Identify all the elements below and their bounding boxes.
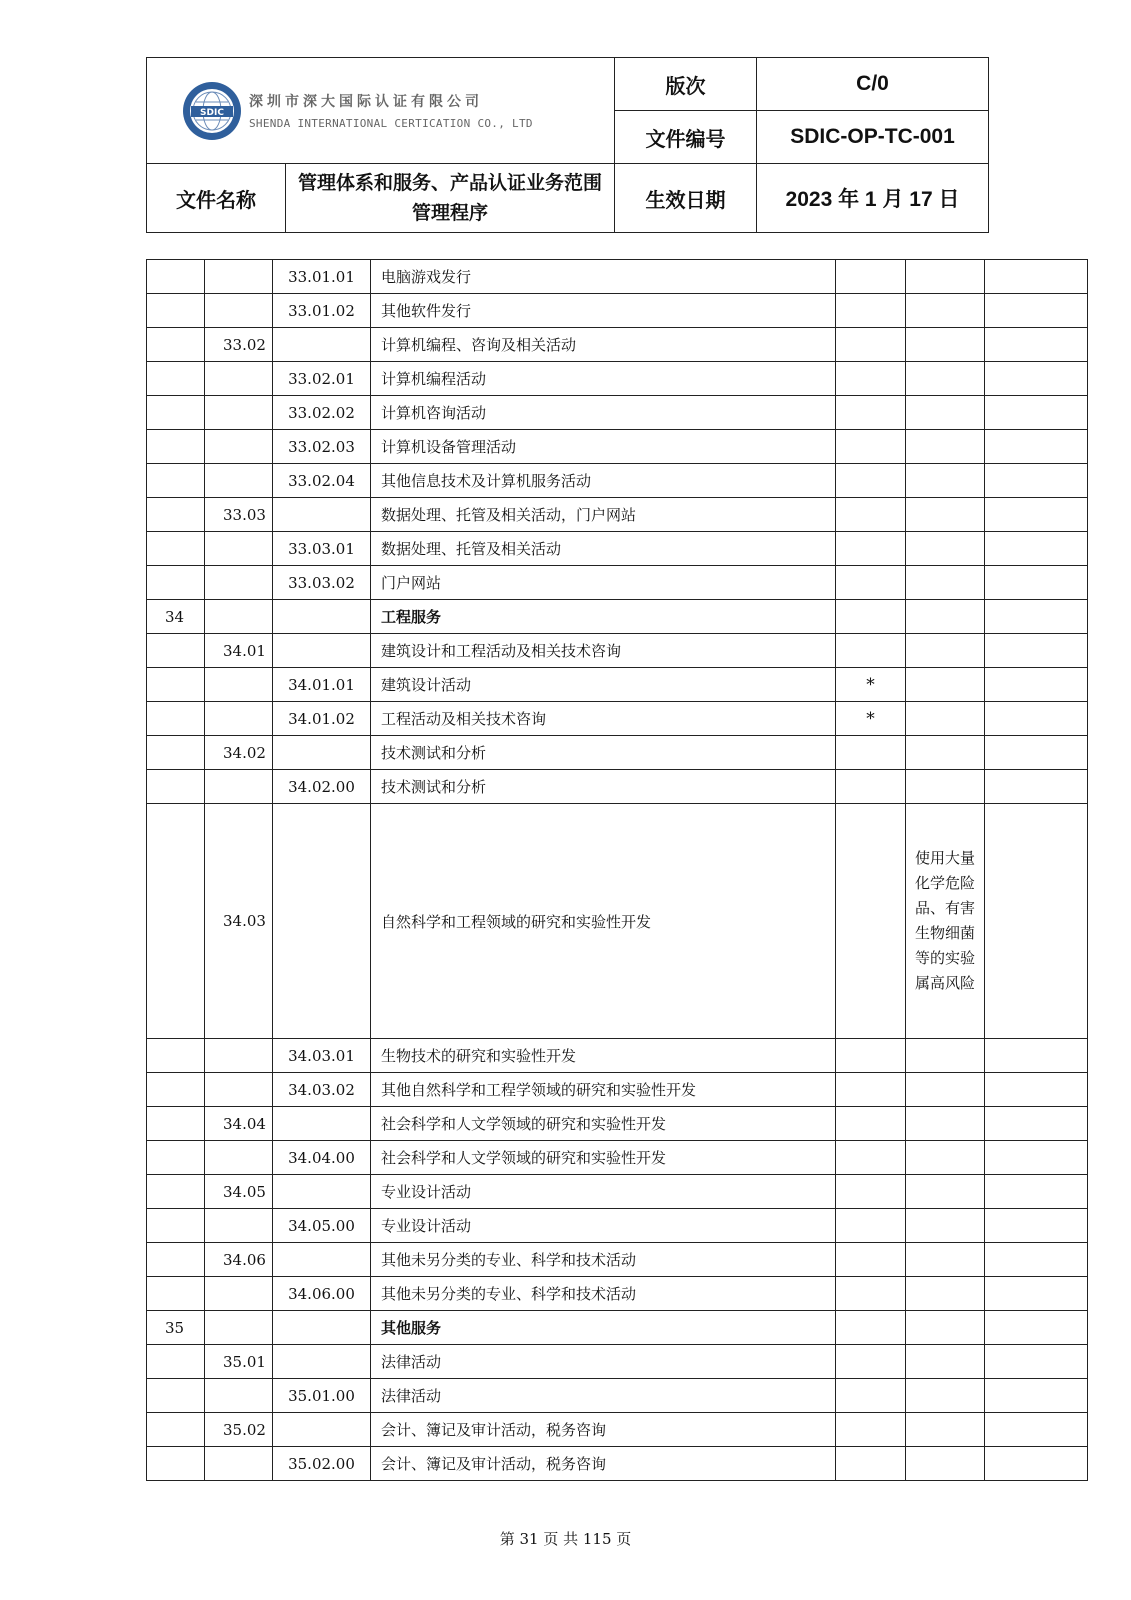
category-code-cell: [147, 804, 205, 1039]
table-row: [147, 532, 1088, 566]
item-code-cell: 35.01.00: [273, 1379, 371, 1413]
subcategory-code-cell: [205, 1073, 273, 1107]
item-code-cell: 34.03.01: [273, 1039, 371, 1073]
description-cell: 专业设计活动: [371, 1209, 836, 1243]
note-cell: [906, 1243, 985, 1277]
note-cell: [906, 396, 985, 430]
subcategory-code-cell: 34.02: [205, 736, 273, 770]
extra-cell: [985, 1141, 1088, 1175]
table-row: [147, 736, 1088, 770]
extra-cell: [985, 294, 1088, 328]
version-value: C/0: [757, 58, 989, 111]
subcategory-code-cell: [205, 532, 273, 566]
file-name-label: 文件名称: [147, 164, 286, 233]
item-code-cell: [273, 804, 371, 1039]
table-row: [147, 430, 1088, 464]
subcategory-code-cell: [205, 668, 273, 702]
table-row: [147, 1243, 1088, 1277]
extra-cell: [985, 1073, 1088, 1107]
category-code-cell: [147, 498, 205, 532]
description-cell: 数据处理、托管及相关活动，门户网站: [371, 498, 836, 532]
item-code-cell: [273, 1107, 371, 1141]
subcategory-code-cell: [205, 430, 273, 464]
item-code-cell: [273, 328, 371, 362]
company-name-en: SHENDA INTERNATIONAL CERTICATION CO., LTD: [249, 117, 533, 130]
item-code-cell: 33.01.02: [273, 294, 371, 328]
mark-cell: [836, 634, 906, 668]
table-row: [147, 1039, 1088, 1073]
table-row: [147, 634, 1088, 668]
description-cell: 社会科学和人文学领域的研究和实验性开发: [371, 1141, 836, 1175]
mark-cell: *: [836, 702, 906, 736]
extra-cell: [985, 702, 1088, 736]
description-cell: 法律活动: [371, 1345, 836, 1379]
item-code-cell: 33.01.01: [273, 260, 371, 294]
description-cell: 计算机设备管理活动: [371, 430, 836, 464]
item-code-cell: 33.02.02: [273, 396, 371, 430]
category-code-cell: [147, 1345, 205, 1379]
description-cell: 其他自然科学和工程学领域的研究和实验性开发: [371, 1073, 836, 1107]
table-row: [147, 498, 1088, 532]
category-code-cell: [147, 1141, 205, 1175]
table-row: [147, 260, 1088, 294]
mark-cell: [836, 770, 906, 804]
note-cell: [906, 1107, 985, 1141]
mark-cell: [836, 396, 906, 430]
table-row: [147, 328, 1088, 362]
note-cell: [906, 464, 985, 498]
description-cell: 数据处理、托管及相关活动: [371, 532, 836, 566]
category-code-cell: [147, 464, 205, 498]
subcategory-code-cell: [205, 1447, 273, 1481]
note-cell: [906, 1073, 985, 1107]
mark-cell: [836, 294, 906, 328]
extra-cell: [985, 566, 1088, 600]
description-cell: 其他未另分类的专业、科学和技术活动: [371, 1243, 836, 1277]
item-code-cell: [273, 1175, 371, 1209]
item-code-cell: 33.02.04: [273, 464, 371, 498]
extra-cell: [985, 396, 1088, 430]
subcategory-code-cell: [205, 702, 273, 736]
note-cell: [906, 362, 985, 396]
category-code-cell: [147, 260, 205, 294]
description-cell: 其他软件发行: [371, 294, 836, 328]
category-code-cell: [147, 1107, 205, 1141]
note-cell: [906, 1175, 985, 1209]
extra-cell: [985, 1379, 1088, 1413]
note-cell: [906, 566, 985, 600]
table-row: [147, 396, 1088, 430]
extra-cell: [985, 1175, 1088, 1209]
doc-no-label: 文件编号: [615, 111, 757, 164]
table-row: [147, 1073, 1088, 1107]
note-cell: [906, 1311, 985, 1345]
scope-table-body: [147, 260, 1088, 1481]
description-cell: 其他未另分类的专业、科学和技术活动: [371, 1277, 836, 1311]
description-cell: 生物技术的研究和实验性开发: [371, 1039, 836, 1073]
mark-cell: [836, 1277, 906, 1311]
note-cell: [906, 328, 985, 362]
effective-date-label: 生效日期: [615, 164, 757, 233]
item-code-cell: [273, 1243, 371, 1277]
note-cell: [906, 1141, 985, 1175]
description-cell: 社会科学和人文学领域的研究和实验性开发: [371, 1107, 836, 1141]
item-code-cell: 35.02.00: [273, 1447, 371, 1481]
category-code-cell: 34: [147, 600, 205, 634]
table-row: [147, 362, 1088, 396]
category-code-cell: [147, 668, 205, 702]
mark-cell: [836, 804, 906, 1039]
item-code-cell: 34.01.01: [273, 668, 371, 702]
description-cell: 自然科学和工程领域的研究和实验性开发: [371, 804, 836, 1039]
table-row: [147, 1107, 1088, 1141]
subcategory-code-cell: [205, 1379, 273, 1413]
category-code-cell: [147, 1277, 205, 1311]
description-cell: 会计、簿记及审计活动，税务咨询: [371, 1447, 836, 1481]
extra-cell: [985, 498, 1088, 532]
table-row: [147, 1447, 1088, 1481]
note-cell: [906, 634, 985, 668]
doc-no-value: SDIC-OP-TC-001: [757, 111, 989, 164]
mark-cell: [836, 1243, 906, 1277]
table-row: [147, 1209, 1088, 1243]
scope-table: [146, 259, 1088, 1481]
item-code-cell: 34.04.00: [273, 1141, 371, 1175]
note-cell: [906, 294, 985, 328]
subcategory-code-cell: 34.05: [205, 1175, 273, 1209]
table-row: [147, 1345, 1088, 1379]
category-code-cell: [147, 1413, 205, 1447]
effective-date-value: 2023 年 1 月 17 日: [757, 164, 989, 233]
extra-cell: [985, 736, 1088, 770]
table-row: [147, 1141, 1088, 1175]
company-name-cn: 深圳市深大国际认证有限公司: [249, 94, 483, 110]
description-cell: 会计、簿记及审计活动，税务咨询: [371, 1413, 836, 1447]
category-code-cell: [147, 1447, 205, 1481]
table-row: [147, 1277, 1088, 1311]
item-code-cell: 34.01.02: [273, 702, 371, 736]
category-code-cell: [147, 1209, 205, 1243]
subcategory-code-cell: 34.04: [205, 1107, 273, 1141]
item-code-cell: 33.02.03: [273, 430, 371, 464]
item-code-cell: [273, 634, 371, 668]
description-cell: 电脑游戏发行: [371, 260, 836, 294]
description-cell: 门户网站: [371, 566, 836, 600]
extra-cell: [985, 804, 1088, 1039]
category-code-cell: [147, 1379, 205, 1413]
note-cell: [906, 736, 985, 770]
extra-cell: [985, 1039, 1088, 1073]
table-row: [147, 464, 1088, 498]
description-cell: 技术测试和分析: [371, 770, 836, 804]
company-logo-cell: [147, 58, 615, 164]
table-row: [147, 668, 1088, 702]
extra-cell: [985, 668, 1088, 702]
mark-cell: [836, 532, 906, 566]
note-cell: [906, 1379, 985, 1413]
subcategory-code-cell: [205, 566, 273, 600]
note-cell: [906, 600, 985, 634]
extra-cell: [985, 328, 1088, 362]
description-cell: 工程服务: [371, 600, 836, 634]
category-code-cell: [147, 634, 205, 668]
extra-cell: [985, 260, 1088, 294]
category-code-cell: [147, 328, 205, 362]
category-code-cell: [147, 294, 205, 328]
item-code-cell: 33.03.02: [273, 566, 371, 600]
note-cell: [906, 1345, 985, 1379]
category-code-cell: [147, 430, 205, 464]
note-cell: [906, 532, 985, 566]
category-code-cell: [147, 362, 205, 396]
table-row: [147, 566, 1088, 600]
note-cell: [906, 668, 985, 702]
extra-cell: [985, 1447, 1088, 1481]
category-code-cell: [147, 396, 205, 430]
subcategory-code-cell: [205, 396, 273, 430]
category-code-cell: [147, 1039, 205, 1073]
mark-cell: [836, 1413, 906, 1447]
extra-cell: [985, 1345, 1088, 1379]
mark-cell: [836, 1345, 906, 1379]
item-code-cell: 33.03.01: [273, 532, 371, 566]
mark-cell: [836, 1379, 906, 1413]
item-code-cell: [273, 600, 371, 634]
extra-cell: [985, 770, 1088, 804]
subcategory-code-cell: [205, 770, 273, 804]
description-cell: 其他信息技术及计算机服务活动: [371, 464, 836, 498]
category-code-cell: [147, 532, 205, 566]
table-row: [147, 770, 1088, 804]
table-row: [147, 600, 1088, 634]
file-name-value: 管理体系和服务、产品认证业务范围管理程序: [286, 164, 615, 233]
subcategory-code-cell: 35.02: [205, 1413, 273, 1447]
note-cell: [906, 1039, 985, 1073]
subcategory-code-cell: [205, 1277, 273, 1311]
subcategory-code-cell: 34.06: [205, 1243, 273, 1277]
note-cell: [906, 1447, 985, 1481]
table-row: [147, 1175, 1088, 1209]
mark-cell: [836, 1073, 906, 1107]
logo-text: SDIC: [200, 107, 224, 118]
item-code-cell: [273, 1345, 371, 1379]
description-cell: 其他服务: [371, 1311, 836, 1345]
description-cell: 计算机编程、咨询及相关活动: [371, 328, 836, 362]
note-cell: [906, 1277, 985, 1311]
subcategory-code-cell: [205, 600, 273, 634]
note-cell: [906, 1413, 985, 1447]
category-code-cell: [147, 1073, 205, 1107]
extra-cell: [985, 634, 1088, 668]
mark-cell: [836, 328, 906, 362]
item-code-cell: [273, 1413, 371, 1447]
mark-cell: [836, 566, 906, 600]
mark-cell: [836, 464, 906, 498]
note-cell: [906, 770, 985, 804]
category-code-cell: [147, 1175, 205, 1209]
note-cell: [906, 498, 985, 532]
item-code-cell: 34.06.00: [273, 1277, 371, 1311]
table-row: [147, 1311, 1088, 1345]
subcategory-code-cell: 33.03: [205, 498, 273, 532]
mark-cell: [836, 1209, 906, 1243]
extra-cell: [985, 1311, 1088, 1345]
item-code-cell: 34.03.02: [273, 1073, 371, 1107]
description-cell: 技术测试和分析: [371, 736, 836, 770]
mark-cell: [836, 600, 906, 634]
table-row: [147, 1379, 1088, 1413]
version-label: 版次: [615, 58, 757, 111]
note-cell: [906, 430, 985, 464]
mark-cell: [836, 1039, 906, 1073]
description-cell: 建筑设计和工程活动及相关技术咨询: [371, 634, 836, 668]
risk-note: 使用大量化学危险品、有害生物细菌等的实验属高风险: [914, 849, 975, 992]
extra-cell: [985, 464, 1088, 498]
description-cell: 工程活动及相关技术咨询: [371, 702, 836, 736]
subcategory-code-cell: [205, 1311, 273, 1345]
note-cell: [906, 804, 985, 1039]
company-logo: [181, 80, 243, 142]
subcategory-code-cell: [205, 260, 273, 294]
subcategory-code-cell: 35.01: [205, 1345, 273, 1379]
extra-cell: [985, 1107, 1088, 1141]
item-code-cell: 34.05.00: [273, 1209, 371, 1243]
extra-cell: [985, 362, 1088, 396]
subcategory-code-cell: 34.03: [205, 804, 273, 1039]
category-code-cell: [147, 566, 205, 600]
item-code-cell: [273, 498, 371, 532]
subcategory-code-cell: [205, 464, 273, 498]
mark-cell: [836, 736, 906, 770]
item-code-cell: 34.02.00: [273, 770, 371, 804]
subcategory-code-cell: 33.02: [205, 328, 273, 362]
mark-cell: [836, 1175, 906, 1209]
extra-cell: [985, 600, 1088, 634]
table-row: [147, 804, 1088, 1039]
category-code-cell: [147, 1243, 205, 1277]
subcategory-code-cell: [205, 1039, 273, 1073]
mark-cell: [836, 498, 906, 532]
subcategory-code-cell: [205, 294, 273, 328]
item-code-cell: [273, 736, 371, 770]
subcategory-code-cell: [205, 1141, 273, 1175]
mark-cell: [836, 260, 906, 294]
description-cell: 专业设计活动: [371, 1175, 836, 1209]
mark-cell: *: [836, 668, 906, 702]
extra-cell: [985, 1413, 1088, 1447]
extra-cell: [985, 532, 1088, 566]
note-cell: [906, 260, 985, 294]
note-cell: [906, 1209, 985, 1243]
description-cell: 计算机咨询活动: [371, 396, 836, 430]
table-row: [147, 294, 1088, 328]
mark-cell: [836, 1447, 906, 1481]
subcategory-code-cell: [205, 362, 273, 396]
category-code-cell: [147, 736, 205, 770]
category-code-cell: [147, 702, 205, 736]
extra-cell: [985, 1209, 1088, 1243]
note-cell: [906, 702, 985, 736]
extra-cell: [985, 430, 1088, 464]
subcategory-code-cell: 34.01: [205, 634, 273, 668]
category-code-cell: [147, 770, 205, 804]
mark-cell: [836, 362, 906, 396]
mark-cell: [836, 1107, 906, 1141]
description-cell: 建筑设计活动: [371, 668, 836, 702]
category-code-cell: 35: [147, 1311, 205, 1345]
description-cell: 法律活动: [371, 1379, 836, 1413]
table-row: [147, 1413, 1088, 1447]
table-row: [147, 702, 1088, 736]
description-cell: 计算机编程活动: [371, 362, 836, 396]
document-header: [146, 57, 989, 233]
extra-cell: [985, 1277, 1088, 1311]
item-code-cell: 33.02.01: [273, 362, 371, 396]
subcategory-code-cell: [205, 1209, 273, 1243]
mark-cell: [836, 1311, 906, 1345]
extra-cell: [985, 1243, 1088, 1277]
page-number: 第 31 页 共 115 页: [499, 1530, 632, 1548]
mark-cell: [836, 1141, 906, 1175]
item-code-cell: [273, 1311, 371, 1345]
mark-cell: [836, 430, 906, 464]
